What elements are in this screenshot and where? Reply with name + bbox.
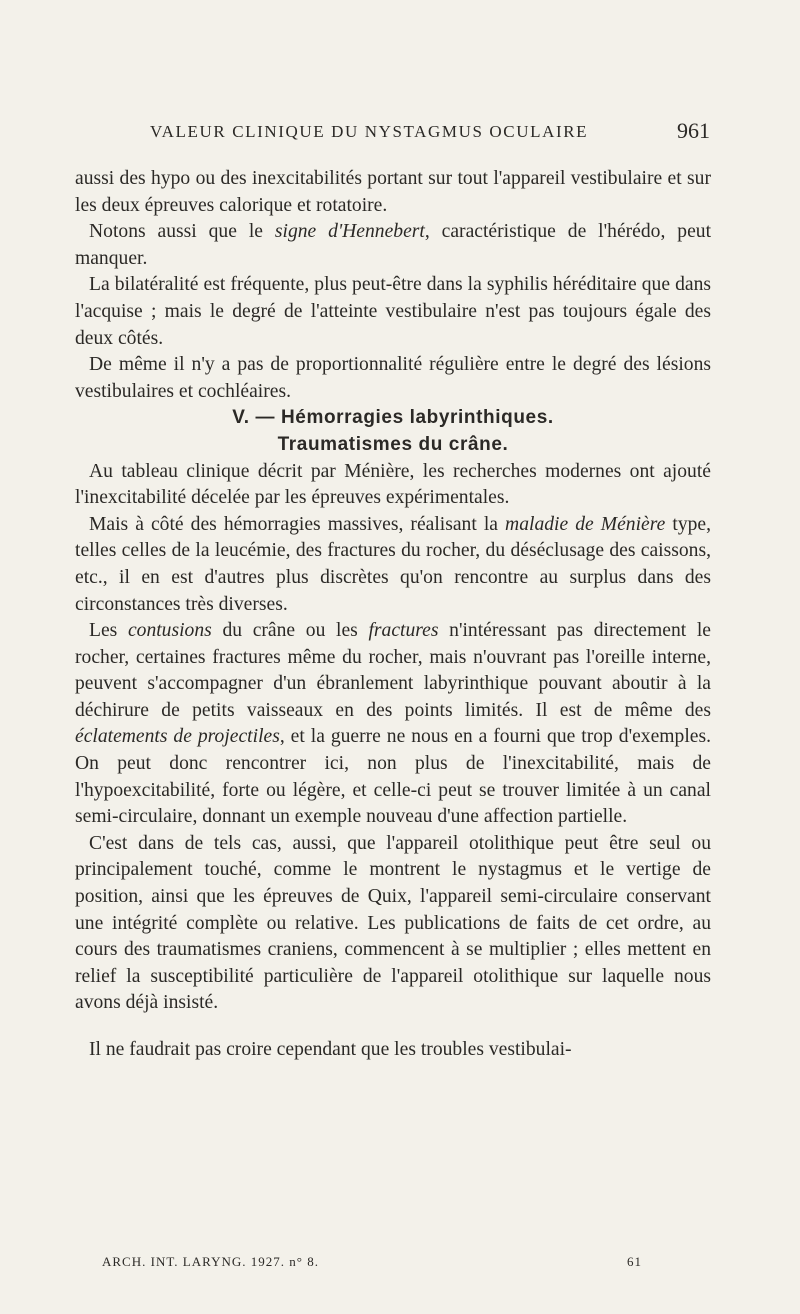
page-number: 961 <box>677 118 710 143</box>
paragraph: De même il n'y a pas de proportionnalité régulière entre le degré des lésions vestibulaires et cochléaires. <box>75 354 711 402</box>
signature-mark: 61 <box>627 1254 642 1269</box>
section-subheading: Traumatismes du crâne. <box>277 433 509 455</box>
paragraph: aussi des hypo ou des inexcitabilités portant sur tout l'appareil vestibulaire et sur les deux épreuves calorique et rotatoire. <box>75 168 711 216</box>
paragraph: C'est dans de tels cas, aussi, que l'appareil otolithique peut être seul ou principalement touché, comme le montrent le nystagmus et le vertige de position, ainsi que les épreuves de Quix, l'appareil semi-circulaire conservant une intégrité complète ou relative. Les publications de faits de cet ordre, au cours des traumatismes craniens, commencent à se multiplier ; elles mettent en relief la susceptibilité particulière de l'appareil otolithique sur laquelle nous avons déjà insisté. <box>75 832 711 1014</box>
section-heading: V. — Hémorragies labyrinthiques. <box>232 407 554 429</box>
paragraph: Les contusions du crâne ou les fractures n'intéressant pas directement le rocher, certaines fractures même du rocher, mais n'ouvrant pas l'oreille interne, peuvent s'accompagner d'un ébranlement labyrinthique pouvant aboutir à la déchirure de petits vaisseaux en des points limités. Il est de même des éclatements de projectiles, et la guerre ne nous en a fourni que trop d'exemples. On peut donc rencontrer ici, non plus de l'inexcitabilité, mais de l'hypoexcitabilité, forte ou légère, et celle-ci peut se trouver limitée à un canal semi-circulaire, donnant un exemple nouveau d'une affection partielle. <box>75 620 711 828</box>
running-header <box>150 118 710 143</box>
paragraph: Notons aussi que le signe d'Hennebert, caractéristique de l'hérédo, peut manquer. <box>75 221 712 269</box>
paragraph: Au tableau clinique décrit par Ménière, les recherches modernes ont ajouté l'inexcitabilité décelée par les épreuves expérimentales. <box>75 460 711 509</box>
paragraph: La bilatéralité est fréquente, plus peut-être dans la syphilis héréditaire que dans l'acquise ; mais le degré de l'atteinte vestibulaire n'est pas toujours égale des deux côtés. <box>75 274 711 349</box>
page-footer <box>102 1254 642 1270</box>
journal-citation: ARCH. INT. LARYNG. 1927. n° 8. <box>102 1254 319 1269</box>
paragraph: Mais à côté des hémorragies massives, réalisant la maladie de Ménière type, telles celles de la leucémie, des fractures du rocher, du déséclusage des caissons, etc., il en est d'autres plus discrètes qu'on rencontre au surplus dans des circonstances très diverses. <box>75 513 712 615</box>
page-body <box>75 166 711 1064</box>
running-title: VALEUR CLINIQUE DU NYSTAGMUS OCULAIRE <box>150 122 589 141</box>
paragraph: Il ne faudrait pas croire cependant que les troubles vestibulai- <box>89 1039 572 1060</box>
